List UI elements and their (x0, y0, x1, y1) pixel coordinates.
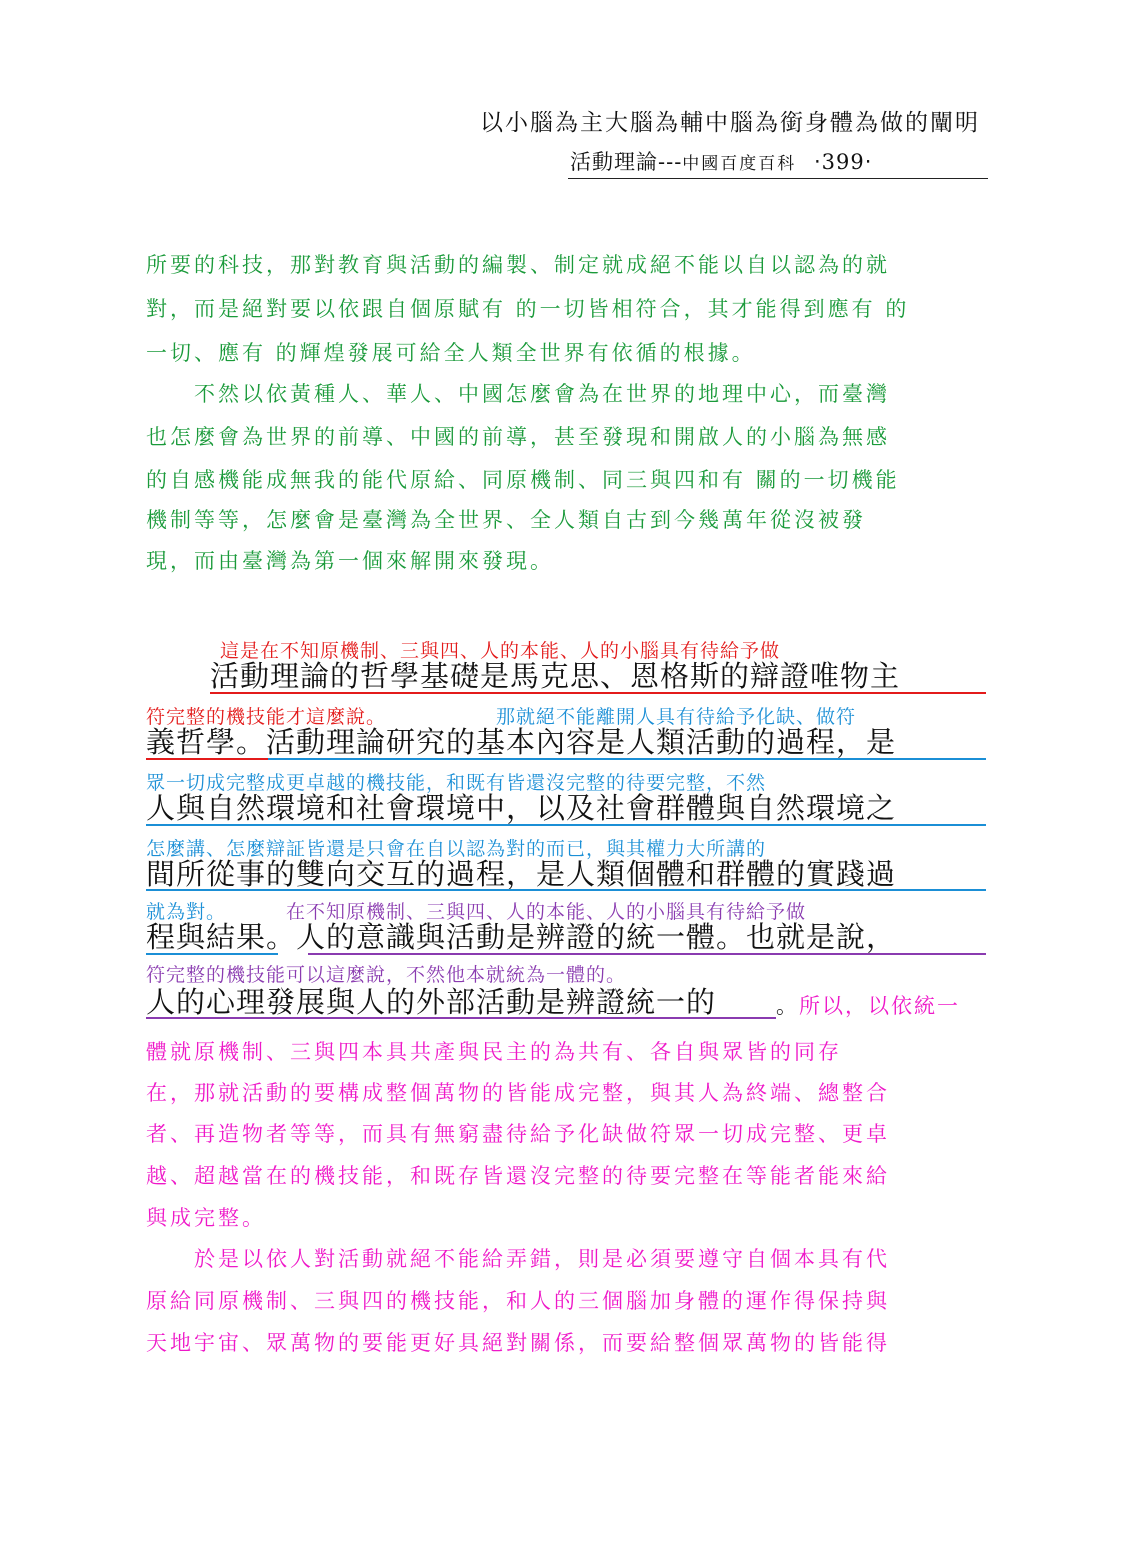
underline-blue-4 (146, 953, 278, 955)
magenta-p1-line3: 者、再造物者等等，而具有無窮盡待給予化缺做符眾一切成完整、更卓 (146, 1122, 890, 1146)
note-blue-3: 怎麼講、怎麼辯証皆還是只會在自以認為對的而已，與其權力大所講的 (146, 838, 767, 860)
note-purple-1: 在不知原機制、三與四、人的本能、人的小腦具有待給予做 (286, 901, 807, 923)
magenta-p1-lead (776, 990, 988, 1020)
quote-line-2b: 。活動理論研究的基本內容是人類活動的過程，是 (236, 725, 897, 759)
magenta-p1-line5: 與成完整。 (146, 1206, 266, 1230)
magenta-p2-line3: 天地宇宙、眾萬物的要能更好具絕對關係，而要給整個眾萬物的皆能得 (146, 1331, 890, 1355)
note-blue-2: 眾一切成完整成更卓越的機技能，和既有皆還沒完整的待要完整，不然 (146, 772, 767, 794)
note-red-1: 這是在不知原機制、三與四、人的本能、人的小腦具有待給予做 (220, 640, 781, 662)
underline-purple-1 (308, 953, 986, 955)
quote-line-6: 人的心理發展與人的外部活動是辨證統一的 (146, 985, 717, 1019)
underline-purple-2 (146, 1017, 776, 1019)
magenta-p1-line4: 越、超越當在的機技能，和既存皆還沒完整的待要完整在等能者能來給 (146, 1164, 890, 1188)
underline-red-2 (146, 758, 268, 760)
green-p2-line2: 也怎麼會為世界的前導、中國的前導，甚至發現和開啟人的小腦為無感 (146, 425, 890, 449)
header-divider (568, 178, 988, 179)
quote-line-5 (146, 915, 896, 956)
magenta-p1-lead-text: 所以，以依統一 (799, 994, 960, 1018)
subtitle-source: 中國百度百科 (682, 154, 797, 174)
quote-line-1: 活動理論的哲學基礎是馬克思、恩格斯的辯證唯物主 (210, 659, 901, 693)
quote-line-5b: 。人的意識與活動是辨證的統一體。也就是說， (266, 920, 897, 954)
underline-blue-3 (146, 889, 986, 891)
note-blue-4: 就為對。 (146, 901, 227, 923)
page-header-title: 以小腦為主大腦為輔中腦為銜身體為做的闡明 (480, 110, 980, 136)
magenta-p2-line2: 原給同原機制、三與四的機技能，和人的三個腦加身體的運作得保持與 (146, 1289, 890, 1313)
green-p2-line4: 機制等等，怎麼會是臺灣為全世界、全人類自古到今幾萬年從沒被發 (146, 508, 866, 532)
quote-line-3: 人與自然環境和社會環境中，以及社會群體與自然環境之 (146, 791, 897, 825)
green-p2-line5: 現，而由臺灣為第一個來解開來發現。 (146, 549, 554, 573)
subtitle-main: 活動理論--- (570, 150, 683, 174)
note-purple-2: 符完整的機技能可以這麼說，不然他本就統為一體的。 (146, 964, 627, 986)
underline-red-1 (210, 692, 986, 694)
underline-blue-2 (146, 824, 986, 826)
green-p1-line3: 一切、應有 的輝煌發展可給全人類全世界有依循的根據。 (146, 341, 756, 365)
quote-line-4: 間所從事的雙向交互的過程，是人類個體和群體的實踐過 (146, 857, 897, 891)
quote-line-5a: 程與結果 (146, 920, 267, 954)
magenta-p1-line2: 在，那就活動的要構成整個萬物的皆能成完整，與其人為終端、總整合 (146, 1081, 890, 1105)
magenta-p1-lead-mark: 。 (776, 994, 799, 1018)
green-p1-line1: 所要的科技，那對教育與活動的編製、制定就成絕不能以自以認為的就 (146, 253, 890, 277)
note-red-2: 符完整的機技能才這麼說。 (146, 706, 387, 728)
page-header-subtitle (570, 146, 872, 176)
green-p1-line2: 對，而是絕對要以依跟自個原賦有 的一切皆相符合，其才能得到應有 的 (146, 297, 910, 321)
page-number: ‧399‧ (813, 150, 873, 174)
magenta-p2-line1: 於是以依人對活動就絕不能給弄錯，則是必須要遵守自個本具有代 (194, 1247, 890, 1271)
quote-line-2a: 義哲學 (146, 725, 237, 759)
green-p2-line1: 不然以依黃種人、華人、中國怎麼會為在世界的地理中心，而臺灣 (194, 382, 890, 406)
magenta-p1-line1: 體就原機制、三與四本具共產與民主的為共有、各自與眾皆的同存 (146, 1040, 842, 1064)
note-blue-1: 那就絕不能離開人具有待給予化缺、做符 (496, 706, 857, 728)
green-p2-line3: 的自感機能成無我的能代原給、同原機制、同三與四和有 關的一切機能 (146, 468, 900, 492)
underline-blue-1 (268, 758, 986, 760)
quote-line-2 (146, 720, 896, 761)
